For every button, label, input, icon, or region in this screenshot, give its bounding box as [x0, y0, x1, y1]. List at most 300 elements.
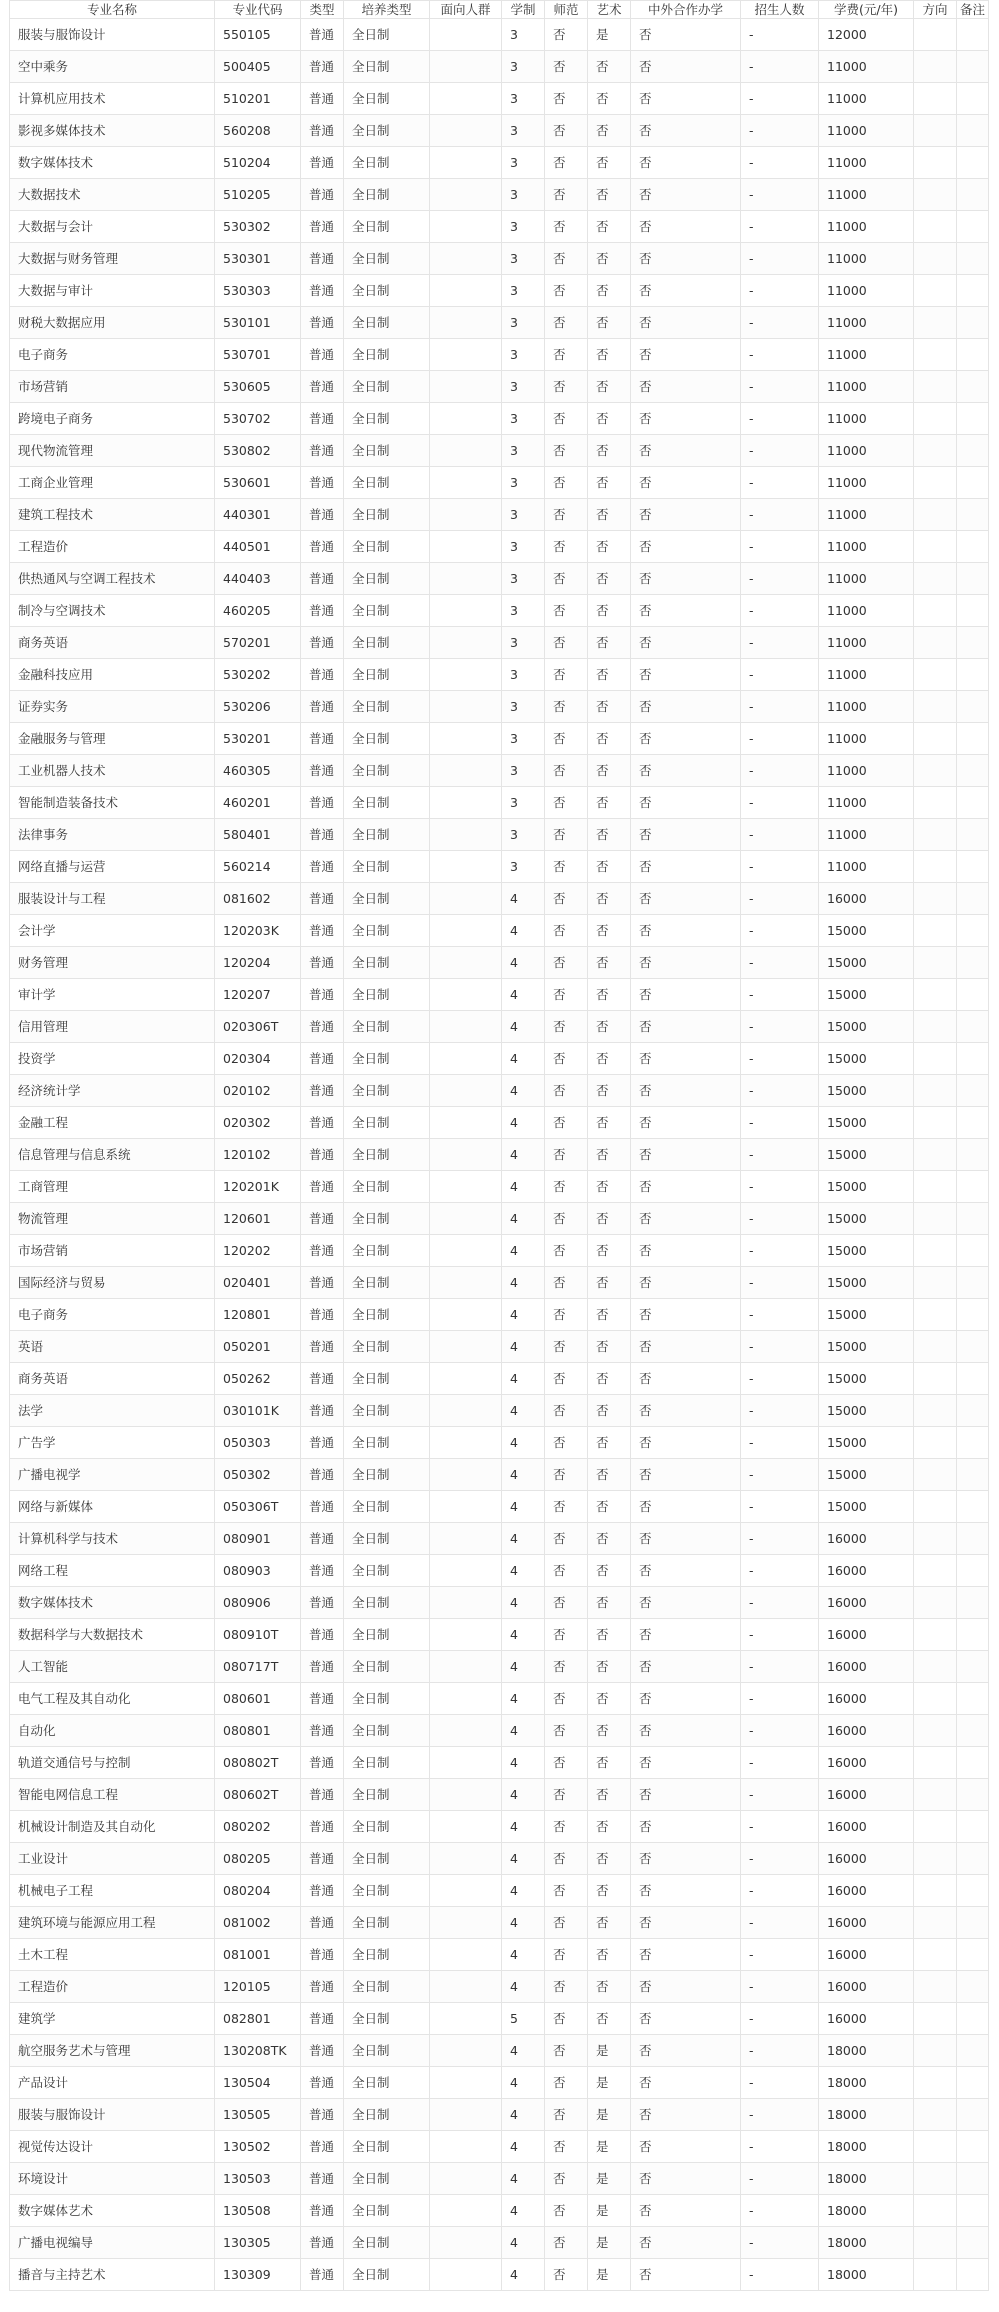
table-cell: 全日制: [344, 1203, 430, 1235]
column-header: 面向人群: [430, 1, 502, 19]
table-cell: 全日制: [344, 627, 430, 659]
table-cell: -: [741, 2035, 819, 2067]
table-cell: 3: [502, 371, 545, 403]
table-cell: 服装与服饰设计: [10, 2099, 215, 2131]
table-cell: 510201: [215, 83, 301, 115]
table-cell: [914, 1395, 957, 1427]
table-cell: 4: [502, 2099, 545, 2131]
table-cell: 普通: [301, 115, 344, 147]
table-cell: 全日制: [344, 819, 430, 851]
table-row: [10, 1651, 989, 1683]
table-cell: 否: [588, 723, 631, 755]
table-cell: 否: [545, 1075, 588, 1107]
table-cell: 普通: [301, 83, 344, 115]
table-cell: 15000: [819, 1075, 914, 1107]
table-cell: [430, 19, 502, 51]
table-cell: [430, 1811, 502, 1843]
table-cell: [957, 243, 989, 275]
table-row: [10, 1939, 989, 1971]
table-cell: [430, 755, 502, 787]
table-cell: 全日制: [344, 1587, 430, 1619]
table-cell: 3: [502, 211, 545, 243]
table-cell: 现代物流管理: [10, 435, 215, 467]
table-cell: 否: [588, 243, 631, 275]
table-cell: 4: [502, 1811, 545, 1843]
table-row: [10, 1843, 989, 1875]
table-cell: 16000: [819, 1555, 914, 1587]
table-cell: [914, 1971, 957, 2003]
table-row: [10, 2163, 989, 2195]
table-cell: 普通: [301, 787, 344, 819]
table-row: [10, 211, 989, 243]
table-cell: 否: [545, 1715, 588, 1747]
table-cell: 否: [588, 1267, 631, 1299]
table-cell: 11000: [819, 83, 914, 115]
table-cell: 环境设计: [10, 2163, 215, 2195]
table-row: [10, 403, 989, 435]
table-row: [10, 1171, 989, 1203]
table-cell: 网络直播与运营: [10, 851, 215, 883]
table-cell: 460205: [215, 595, 301, 627]
table-cell: 否: [588, 1843, 631, 1875]
table-cell: 否: [588, 691, 631, 723]
table-cell: 否: [545, 1235, 588, 1267]
table-cell: [914, 915, 957, 947]
table-cell: 440501: [215, 531, 301, 563]
table-cell: 信息管理与信息系统: [10, 1139, 215, 1171]
table-cell: 全日制: [344, 1843, 430, 1875]
table-row: [10, 275, 989, 307]
table-cell: [957, 2099, 989, 2131]
table-cell: 是: [588, 2067, 631, 2099]
table-cell: 普通: [301, 595, 344, 627]
table-cell: 否: [631, 691, 741, 723]
table-cell: [430, 531, 502, 563]
table-cell: 否: [631, 211, 741, 243]
table-cell: 否: [545, 883, 588, 915]
table-cell: 否: [588, 1075, 631, 1107]
table-cell: 是: [588, 2195, 631, 2227]
table-cell: -: [741, 211, 819, 243]
table-cell: [914, 755, 957, 787]
table-cell: 120105: [215, 1971, 301, 2003]
table-cell: 否: [588, 1971, 631, 2003]
table-cell: 否: [588, 339, 631, 371]
table-row: [10, 627, 989, 659]
table-cell: -: [741, 755, 819, 787]
table-cell: -: [741, 1555, 819, 1587]
table-cell: 全日制: [344, 1875, 430, 1907]
table-cell: 法学: [10, 1395, 215, 1427]
table-cell: [430, 1267, 502, 1299]
table-cell: 否: [631, 1939, 741, 1971]
table-cell: [430, 1747, 502, 1779]
table-cell: [957, 2003, 989, 2035]
table-cell: [914, 2227, 957, 2259]
column-header: 培养类型: [344, 1, 430, 19]
table-cell: 080906: [215, 1587, 301, 1619]
table-cell: 4: [502, 1203, 545, 1235]
table-cell: 全日制: [344, 1235, 430, 1267]
table-cell: 否: [588, 1907, 631, 1939]
table-cell: 130505: [215, 2099, 301, 2131]
table-cell: 工商管理: [10, 1171, 215, 1203]
table-cell: [430, 2099, 502, 2131]
table-cell: [957, 2067, 989, 2099]
table-cell: 否: [631, 2163, 741, 2195]
table-cell: 080802T: [215, 1747, 301, 1779]
table-cell: 530601: [215, 467, 301, 499]
table-cell: 否: [631, 723, 741, 755]
table-cell: [914, 19, 957, 51]
table-cell: 16000: [819, 1875, 914, 1907]
table-cell: 否: [545, 659, 588, 691]
table-cell: 4: [502, 2259, 545, 2291]
table-cell: 普通: [301, 1523, 344, 1555]
table-cell: [914, 1843, 957, 1875]
table-cell: 金融科技应用: [10, 659, 215, 691]
table-cell: 普通: [301, 211, 344, 243]
table-cell: [914, 1203, 957, 1235]
table-cell: 是: [588, 2259, 631, 2291]
table-cell: 11000: [819, 499, 914, 531]
table-cell: 否: [631, 1235, 741, 1267]
table-cell: 否: [631, 371, 741, 403]
table-cell: 电气工程及其自动化: [10, 1683, 215, 1715]
table-cell: 普通: [301, 1939, 344, 1971]
table-cell: 全日制: [344, 755, 430, 787]
table-cell: 否: [631, 1491, 741, 1523]
table-cell: [430, 723, 502, 755]
table-cell: [914, 1811, 957, 1843]
table-cell: 广播电视编导: [10, 2227, 215, 2259]
table-cell: 否: [631, 1331, 741, 1363]
table-cell: 普通: [301, 1907, 344, 1939]
table-cell: 否: [588, 787, 631, 819]
table-cell: 普通: [301, 1203, 344, 1235]
table-cell: [430, 275, 502, 307]
table-cell: 530303: [215, 275, 301, 307]
table-cell: 12000: [819, 19, 914, 51]
table-row: [10, 659, 989, 691]
table-cell: 否: [631, 1875, 741, 1907]
table-cell: [430, 403, 502, 435]
table-cell: 16000: [819, 1907, 914, 1939]
table-cell: 3: [502, 339, 545, 371]
table-cell: 供热通风与空调工程技术: [10, 563, 215, 595]
table-row: [10, 19, 989, 51]
table-cell: [957, 1651, 989, 1683]
table-cell: 080602T: [215, 1779, 301, 1811]
table-cell: 大数据技术: [10, 179, 215, 211]
table-cell: 020304: [215, 1043, 301, 1075]
table-cell: 120202: [215, 1235, 301, 1267]
table-row: [10, 2131, 989, 2163]
table-row: [10, 371, 989, 403]
table-cell: [914, 2099, 957, 2131]
table-cell: 否: [631, 435, 741, 467]
table-cell: 否: [631, 1715, 741, 1747]
table-cell: 16000: [819, 1811, 914, 1843]
table-cell: 全日制: [344, 1267, 430, 1299]
table-cell: 财税大数据应用: [10, 307, 215, 339]
table-cell: 18000: [819, 2099, 914, 2131]
table-cell: [914, 83, 957, 115]
table-cell: [957, 1491, 989, 1523]
table-cell: 普通: [301, 2099, 344, 2131]
table-cell: [430, 851, 502, 883]
table-cell: -: [741, 627, 819, 659]
table-cell: 否: [588, 1043, 631, 1075]
table-cell: -: [741, 51, 819, 83]
table-cell: 3: [502, 531, 545, 563]
table-cell: 普通: [301, 1683, 344, 1715]
table-cell: 全日制: [344, 2131, 430, 2163]
table-cell: 全日制: [344, 1011, 430, 1043]
table-cell: 3: [502, 403, 545, 435]
table-cell: 否: [545, 915, 588, 947]
table-cell: [914, 51, 957, 83]
table-cell: 否: [545, 1875, 588, 1907]
table-cell: [957, 467, 989, 499]
table-cell: [430, 595, 502, 627]
table-cell: 否: [545, 1395, 588, 1427]
table-cell: 否: [588, 211, 631, 243]
table-cell: [957, 147, 989, 179]
table-cell: 4: [502, 1907, 545, 1939]
table-row: [10, 2035, 989, 2067]
table-cell: 11000: [819, 851, 914, 883]
table-cell: 16000: [819, 1779, 914, 1811]
table-cell: 15000: [819, 1267, 914, 1299]
table-cell: 510205: [215, 179, 301, 211]
table-cell: -: [741, 563, 819, 595]
table-cell: 全日制: [344, 531, 430, 563]
table-cell: 11000: [819, 723, 914, 755]
table-cell: 全日制: [344, 1971, 430, 2003]
table-cell: 否: [588, 83, 631, 115]
table-row: [10, 307, 989, 339]
table-cell: 否: [631, 755, 741, 787]
table-cell: 否: [545, 1043, 588, 1075]
table-cell: 081602: [215, 883, 301, 915]
table-cell: [957, 1043, 989, 1075]
table-cell: 11000: [819, 339, 914, 371]
table-cell: 普通: [301, 1875, 344, 1907]
table-cell: 否: [631, 339, 741, 371]
table-cell: [430, 1395, 502, 1427]
table-cell: 4: [502, 1043, 545, 1075]
table-cell: 普通: [301, 755, 344, 787]
table-cell: 全日制: [344, 947, 430, 979]
table-cell: 人工智能: [10, 1651, 215, 1683]
table-cell: [957, 1747, 989, 1779]
table-cell: [430, 563, 502, 595]
table-cell: 11000: [819, 531, 914, 563]
table-cell: 否: [545, 1747, 588, 1779]
table-cell: 服装设计与工程: [10, 883, 215, 915]
table-cell: 16000: [819, 1683, 914, 1715]
table-cell: [430, 627, 502, 659]
table-cell: 工业设计: [10, 1843, 215, 1875]
table-cell: 否: [631, 2131, 741, 2163]
table-cell: 全日制: [344, 275, 430, 307]
table-cell: 普通: [301, 1619, 344, 1651]
table-cell: 信用管理: [10, 1011, 215, 1043]
table-cell: 否: [588, 531, 631, 563]
table-cell: [957, 1619, 989, 1651]
table-cell: 全日制: [344, 339, 430, 371]
table-cell: 4: [502, 1939, 545, 1971]
table-cell: 否: [588, 595, 631, 627]
table-cell: 4: [502, 1555, 545, 1587]
table-cell: 11000: [819, 659, 914, 691]
table-cell: 050262: [215, 1363, 301, 1395]
table-cell: 否: [545, 2195, 588, 2227]
table-cell: 15000: [819, 1235, 914, 1267]
table-cell: [430, 467, 502, 499]
table-cell: 11000: [819, 243, 914, 275]
table-cell: 否: [545, 1363, 588, 1395]
table-cell: 否: [545, 147, 588, 179]
table-cell: 普通: [301, 627, 344, 659]
table-cell: [430, 1459, 502, 1491]
table-row: [10, 595, 989, 627]
table-cell: 全日制: [344, 851, 430, 883]
table-cell: 全日制: [344, 1779, 430, 1811]
table-cell: 050303: [215, 1427, 301, 1459]
table-cell: 否: [588, 1523, 631, 1555]
table-cell: 普通: [301, 2227, 344, 2259]
table-row: [10, 1523, 989, 1555]
table-row: [10, 1235, 989, 1267]
table-cell: 否: [545, 1619, 588, 1651]
table-cell: 否: [588, 371, 631, 403]
table-cell: -: [741, 2131, 819, 2163]
table-cell: 16000: [819, 1523, 914, 1555]
table-cell: [957, 1523, 989, 1555]
table-cell: 16000: [819, 2003, 914, 2035]
table-cell: 4: [502, 1523, 545, 1555]
table-cell: 否: [631, 627, 741, 659]
table-cell: [914, 1267, 957, 1299]
table-cell: 440403: [215, 563, 301, 595]
table-cell: 普通: [301, 1747, 344, 1779]
table-cell: [914, 1363, 957, 1395]
table-cell: [914, 179, 957, 211]
table-cell: 全日制: [344, 787, 430, 819]
table-cell: [430, 979, 502, 1011]
table-cell: 普通: [301, 19, 344, 51]
table-cell: -: [741, 1715, 819, 1747]
majors-table: [9, 0, 989, 2291]
table-cell: [430, 2227, 502, 2259]
table-cell: [957, 979, 989, 1011]
table-row: [10, 1395, 989, 1427]
table-row: [10, 883, 989, 915]
table-cell: 否: [631, 115, 741, 147]
table-cell: 否: [631, 499, 741, 531]
table-cell: [914, 307, 957, 339]
table-cell: [914, 2259, 957, 2291]
table-cell: 否: [631, 1971, 741, 2003]
table-cell: 否: [545, 1203, 588, 1235]
table-cell: [430, 691, 502, 723]
table-cell: 否: [545, 2163, 588, 2195]
table-cell: [914, 2163, 957, 2195]
table-cell: 全日制: [344, 563, 430, 595]
table-cell: 否: [588, 1619, 631, 1651]
table-cell: 全日制: [344, 691, 430, 723]
table-cell: 否: [545, 787, 588, 819]
table-row: [10, 243, 989, 275]
table-row: [10, 1875, 989, 1907]
table-cell: 网络工程: [10, 1555, 215, 1587]
table-cell: 130503: [215, 2163, 301, 2195]
table-row: [10, 787, 989, 819]
table-cell: 普通: [301, 2067, 344, 2099]
table-cell: 全日制: [344, 1459, 430, 1491]
table-cell: 否: [545, 435, 588, 467]
table-row: [10, 1011, 989, 1043]
table-cell: [430, 1107, 502, 1139]
table-cell: 普通: [301, 339, 344, 371]
table-cell: 否: [545, 595, 588, 627]
table-cell: 全日制: [344, 1363, 430, 1395]
table-cell: 否: [588, 947, 631, 979]
table-cell: [430, 1843, 502, 1875]
table-cell: 15000: [819, 1427, 914, 1459]
table-row: [10, 1459, 989, 1491]
table-cell: 全日制: [344, 659, 430, 691]
table-cell: 11000: [819, 467, 914, 499]
table-cell: 大数据与财务管理: [10, 243, 215, 275]
table-cell: 制冷与空调技术: [10, 595, 215, 627]
table-cell: 智能电网信息工程: [10, 1779, 215, 1811]
table-cell: 否: [588, 403, 631, 435]
table-cell: [430, 1875, 502, 1907]
table-cell: 4: [502, 1875, 545, 1907]
table-cell: 否: [631, 1843, 741, 1875]
table-cell: 020401: [215, 1267, 301, 1299]
table-cell: 否: [631, 531, 741, 563]
table-cell: 否: [631, 2259, 741, 2291]
table-cell: 普通: [301, 947, 344, 979]
table-cell: 否: [588, 179, 631, 211]
table-cell: [957, 819, 989, 851]
table-cell: [957, 339, 989, 371]
table-cell: 否: [631, 2227, 741, 2259]
table-cell: 15000: [819, 1363, 914, 1395]
table-cell: 普通: [301, 243, 344, 275]
table-cell: [430, 1939, 502, 1971]
table-cell: 工程造价: [10, 531, 215, 563]
table-cell: 普通: [301, 1043, 344, 1075]
table-cell: 15000: [819, 1395, 914, 1427]
table-cell: [957, 851, 989, 883]
table-cell: 全日制: [344, 1619, 430, 1651]
table-cell: [430, 1779, 502, 1811]
table-cell: [957, 1331, 989, 1363]
table-cell: 4: [502, 1107, 545, 1139]
table-cell: 否: [545, 755, 588, 787]
table-cell: -: [741, 1875, 819, 1907]
table-cell: [957, 1427, 989, 1459]
table-cell: 否: [631, 1555, 741, 1587]
table-cell: 全日制: [344, 1299, 430, 1331]
table-cell: 否: [631, 467, 741, 499]
table-cell: 18000: [819, 2195, 914, 2227]
